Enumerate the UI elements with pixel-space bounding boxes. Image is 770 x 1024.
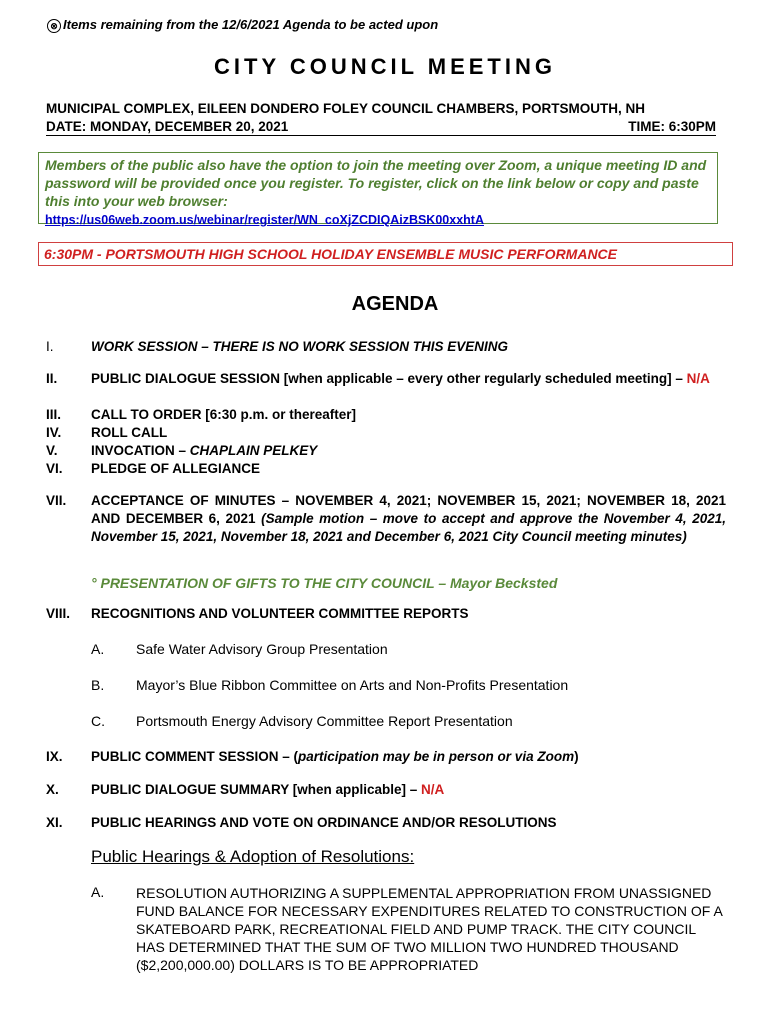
sub-item: Mayor’s Blue Ribbon Committee on Arts and Non-Profits Presentation bbox=[136, 677, 569, 693]
item-public-hearings: PUBLIC HEARINGS AND VOTE ON ORDINANCE AND/OR RESOLUTIONS bbox=[91, 815, 557, 830]
participation-note: participation may be in person or via Zoom bbox=[298, 749, 575, 764]
resolution-letter: A. bbox=[91, 884, 105, 900]
resolution-text: RESOLUTION AUTHORIZING A SUPPLEMENTAL APPROPRIATION FROM UNASSIGNED FUND BALANCE FOR NECESSARY EXPENDITURES RELATED TO CONSTRUCTION OF A SKATEBOARD PARK, RECREATIONAL FIELD AND PUMP TRACK. THE CITY COUNCIL HAS DETERMINED THAT THE SUM OF TWO MILLION TWO HUNDRED THOUSAND ($2,200,000.00) DOLLARS IS TO BE APPROPRIATED bbox=[136, 885, 723, 973]
sample-motion: (Sample motion – move to accept and approve the November 4, 2021, November 15, 2021, November 18, 2021 and December 6, 2021 City Council meeting minutes) bbox=[91, 511, 726, 544]
item-dialogue-summary bbox=[91, 782, 444, 797]
zoom-info-text: Members of the public also have the option to join the meeting over Zoom, a unique meeting ID and password will be provided once you register. To register, click on the link below or copy and paste this into your web browser: bbox=[45, 157, 707, 209]
item-text-close: ) bbox=[574, 749, 579, 764]
item-public-dialogue bbox=[91, 370, 726, 388]
meeting-time: TIME: 6:30PM bbox=[628, 119, 716, 134]
circle-symbol-icon: ⊗ bbox=[47, 19, 61, 33]
item-number: II. bbox=[46, 371, 58, 386]
item-text: INVOCATION – bbox=[91, 443, 190, 458]
item-call-to-order: CALL TO ORDER [6:30 p.m. or thereafter] bbox=[91, 407, 357, 422]
agenda-heading: AGENDA bbox=[351, 293, 439, 315]
date-time-line bbox=[46, 119, 716, 136]
item-number: V. bbox=[46, 443, 58, 458]
item-pledge: PLEDGE OF ALLEGIANCE bbox=[91, 461, 261, 476]
item-recognitions: RECOGNITIONS AND VOLUNTEER COMMITTEE REPORTS bbox=[91, 606, 469, 621]
sub-item: Portsmouth Energy Advisory Committee Report Presentation bbox=[136, 713, 513, 729]
sub-letter: B. bbox=[91, 677, 105, 693]
item-invocation bbox=[91, 443, 317, 458]
na-label: N/A bbox=[686, 371, 710, 386]
performance-banner: 6:30PM - PORTSMOUTH HIGH SCHOOL HOLIDAY ENSEMBLE MUSIC PERFORMANCE bbox=[38, 242, 733, 266]
item-number: XI. bbox=[46, 815, 63, 830]
item-number: IX. bbox=[46, 749, 63, 764]
item-number: I. bbox=[46, 339, 54, 354]
item-text: PUBLIC DIALOGUE SESSION [when applicable – every other regularly scheduled meeting] – bbox=[91, 371, 687, 386]
item-text: PUBLIC COMMENT SESSION – ( bbox=[91, 749, 299, 764]
sub-item: Safe Water Advisory Group Presentation bbox=[136, 641, 388, 657]
item-number: VII. bbox=[46, 493, 67, 508]
item-number: VI. bbox=[46, 461, 63, 476]
public-hearings-heading: Public Hearings & Adoption of Resolutions: bbox=[91, 847, 415, 866]
item-number: X. bbox=[46, 782, 59, 797]
na-label: N/A bbox=[421, 782, 445, 797]
presentation-gifts: ° PRESENTATION OF GIFTS TO THE CITY COUNCIL – Mayor Becksted bbox=[91, 575, 558, 591]
zoom-register-link[interactable]: https://us06web.zoom.us/webinar/register/WN_coXjZCDIQAizBSK00xxhtA bbox=[45, 213, 484, 227]
carryover-note bbox=[47, 17, 438, 33]
chaplain-name: CHAPLAIN PELKEY bbox=[189, 443, 318, 458]
item-number: IV. bbox=[46, 425, 62, 440]
sub-letter: A. bbox=[91, 641, 105, 657]
page-title: CITY COUNCIL MEETING bbox=[214, 54, 556, 79]
zoom-info-box bbox=[38, 152, 718, 227]
item-text: PUBLIC DIALOGUE SUMMARY [when applicable] – bbox=[91, 782, 422, 797]
meeting-date: DATE: MONDAY, DECEMBER 20, 2021 bbox=[46, 119, 289, 134]
sub-letter: C. bbox=[91, 713, 105, 729]
item-roll-call: ROLL CALL bbox=[91, 425, 168, 440]
item-minutes bbox=[91, 492, 726, 546]
item-text: ACCEPTANCE OF MINUTES – NOVEMBER 4, 2021; NOVEMBER 15, 2021; NOVEMBER 18, 2021 AND DECEMBER 6, 2021 bbox=[91, 493, 726, 526]
carryover-note-text: Items remaining from the 12/6/2021 Agenda to be acted upon bbox=[63, 17, 439, 32]
item-number: III. bbox=[46, 407, 62, 422]
venue-line: MUNICIPAL COMPLEX, EILEEN DONDERO FOLEY COUNCIL CHAMBERS, PORTSMOUTH, NH bbox=[46, 101, 646, 116]
item-number: VIII. bbox=[46, 606, 71, 621]
item-work-session: WORK SESSION – THERE IS NO WORK SESSION THIS EVENING bbox=[91, 339, 509, 354]
item-public-comment bbox=[91, 749, 579, 764]
